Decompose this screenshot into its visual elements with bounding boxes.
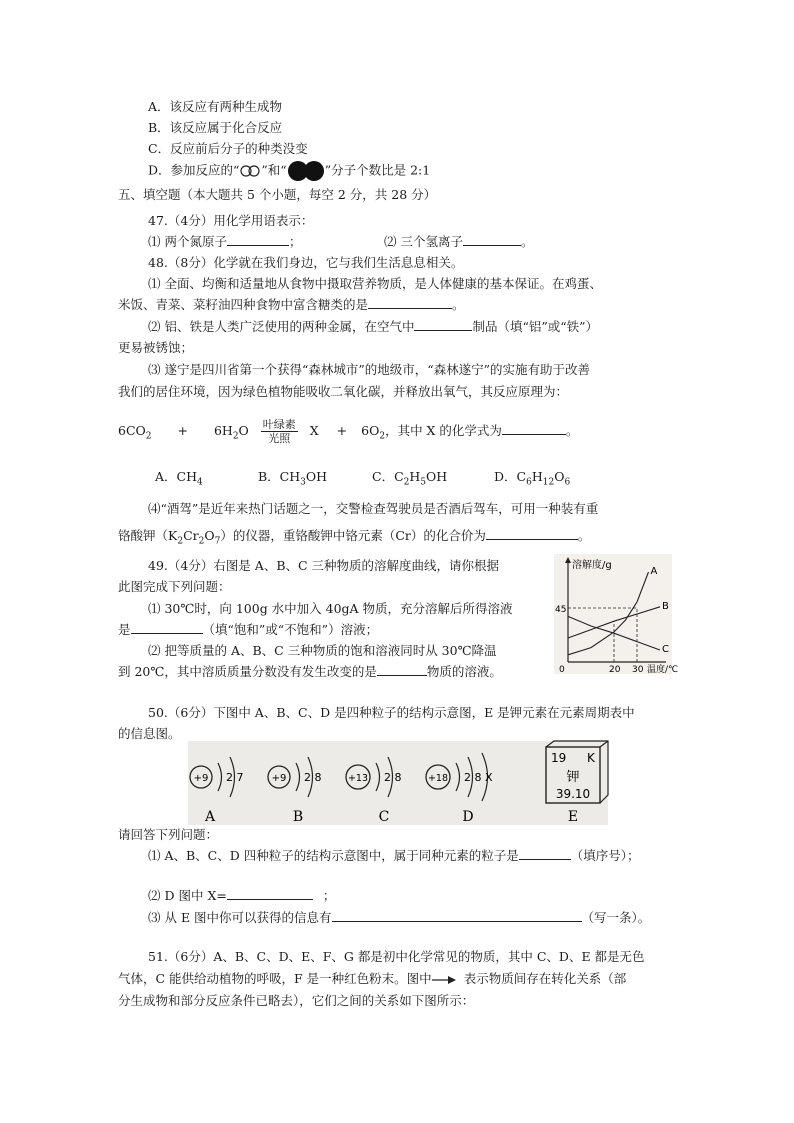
atom-d-label: D	[462, 809, 474, 825]
atom-b-label: B	[292, 809, 304, 825]
q50-p1-text: ⑴ A、B、C、D 四种粒子的结构示意图中，属于同种元素的粒子是	[148, 848, 519, 863]
q48-p4b-text: 铬酸钾（K	[118, 528, 178, 543]
q49-l6b: 物质的溶液。	[426, 664, 502, 679]
element-mass: 39.10	[555, 787, 591, 801]
q50-p1-blank[interactable]	[519, 847, 571, 860]
atom-c-label: C	[378, 809, 390, 825]
y-axis-arrow	[565, 557, 571, 563]
q48-p3a: ⑶ 遂宁是四川省第一个获得“森林城市”的地级市，“森林遂宁”的实施有助于改善	[148, 362, 591, 377]
q51-l2b: 表示物质间存在转化关系（部	[463, 971, 627, 986]
element-label: E	[567, 809, 579, 825]
q51-l2	[118, 970, 626, 988]
tick-label-45: 45	[555, 605, 567, 615]
series-c-label: C	[662, 644, 669, 655]
q48-p2a-text: ⑵ 铝、铁是人类广泛使用的两种金属，在空气中	[148, 319, 415, 334]
q47-p1-blank[interactable]	[227, 233, 289, 246]
q49-l6	[118, 663, 502, 681]
element-number: 19	[551, 751, 567, 765]
eq-cond-bottom: 光照	[268, 432, 291, 445]
q47-p1-text: ⑴ 两个氮原子	[148, 234, 227, 249]
atom-d-shells: 2 8 X	[464, 771, 493, 784]
atom-b-nucleus: +9	[271, 773, 287, 784]
q50-ask: 请回答下列问题：	[118, 827, 219, 842]
eq-condition	[261, 418, 298, 445]
q48-p2b: 更易被锈蚀；	[118, 340, 194, 355]
q49-l4a: 是	[118, 622, 131, 637]
q48-p1b	[118, 296, 465, 314]
tick-label-x-20: 20	[609, 665, 621, 675]
q50-p3-blank[interactable]	[332, 909, 582, 922]
q48-title: 48.（8分）化学就在我们身边，它与我们生活息息相关。	[148, 255, 464, 270]
q50-p2-text: ⑵ D 图中 X=	[148, 888, 227, 903]
choice-a: A．$CH_4$	[155, 469, 203, 488]
option-d	[148, 160, 430, 182]
q48-formula-blank[interactable]	[502, 422, 566, 435]
q48-p1b-end: 。	[452, 297, 465, 312]
particle-structure-figure	[188, 741, 608, 825]
arrow-icon	[432, 975, 458, 985]
q47-p1-end: ；	[288, 234, 302, 249]
x-axis-label: 温度/℃	[647, 665, 679, 675]
q47-p2-blank[interactable]	[463, 233, 521, 246]
option-a: A．该反应有两种生成物	[148, 99, 283, 114]
tick-label-x-30: 30	[632, 665, 644, 675]
choice-b: B．$CH_3OH$	[258, 469, 328, 488]
element-symbol: K	[587, 751, 595, 765]
q48-p1b-text: 米饭、青菜、菜籽油四种食物中富含糖类的是	[118, 297, 369, 312]
q47-title: 47.（4分）用化学用语表示：	[148, 213, 314, 228]
q48-p1a: ⑴ 全面、均衡和适量地从食物中摄取营养物质，是人体健康的基本保证。在鸡蛋、	[148, 276, 602, 291]
choice-c-text: C．C	[372, 469, 404, 484]
eq-h2o: 6H	[213, 423, 233, 438]
element-name: 钾	[566, 770, 580, 785]
q49-l4b: （填“饱和”或“不饱和”）溶液；	[202, 622, 379, 637]
option-b: B．该反应属于化合反应	[148, 120, 283, 135]
eq-cond-top: 叶绿素	[262, 418, 296, 431]
option-c: C．反应前后分子的种类没变	[148, 141, 308, 156]
choice-d: D．$C_6H_{12}O_6$	[494, 469, 571, 488]
q49-l4	[118, 621, 378, 639]
option-d-end: ”分子个数比是 2:1	[324, 162, 431, 178]
q51-l2a: 气体，C 能供给动植物的呼吸，F 是一种红色粉末。图中	[118, 971, 432, 986]
q51-l1: 51.（6分）A、B、C、D、E、F、G 都是初中化学常见的物质，其中 C、D、E 都是无色	[148, 949, 645, 964]
q50-p1	[148, 847, 640, 865]
q50-l2: 的信息图。	[118, 726, 181, 741]
q48-p2a-end: 制品（填“铝”或“铁”）	[472, 319, 599, 334]
eq-x: X	[309, 423, 319, 438]
option-d-mid: ”和“	[261, 162, 287, 178]
atom-c-nucleus: +13	[347, 773, 369, 784]
q47-p2-text: ⑵ 三个氢离子	[384, 234, 463, 249]
q49-l5: ⑵ 把等质量的 A、B、C 三种物质的饱和溶液同时从 30℃降温	[148, 643, 497, 658]
q50-p2-end: ；	[322, 888, 336, 903]
series-a-label: A	[650, 566, 658, 577]
q50-p1-end: （填序号）；	[570, 848, 640, 863]
eq-end: 。	[565, 423, 579, 438]
q48-p1-blank[interactable]	[368, 296, 452, 309]
eq-co2: 6CO	[118, 423, 146, 438]
atom-a-nucleus: +9	[193, 773, 209, 784]
origin-label: 0	[559, 665, 565, 675]
q48-p4b-end: 。	[577, 528, 591, 543]
series-a-line	[568, 572, 649, 655]
eq-plus-2: +	[336, 423, 348, 438]
solubility-curve-chart	[554, 554, 679, 675]
series-b-label: B	[662, 600, 669, 612]
q50-p3-text: ⑶ 从 E 图中你可以获得的信息有	[148, 910, 332, 925]
atom-b-shells: 2 8	[304, 771, 322, 784]
choice-a-text: A．CH	[155, 469, 197, 484]
q49-l6a: 到 20℃，其中溶质质量分数没有发生改变的是	[118, 664, 377, 679]
q48-valence-blank[interactable]	[486, 527, 578, 540]
photosynthesis-equation: $6CO_2 + 6H_2O$ $\frac{\text{叶绿素}}{\text{光照}}$ $X + 6O_2$，其中 X 的化学式为 。	[118, 418, 579, 445]
q49-l3: ⑴ 30℃时，向 100g 水中加入 40gA 物质，充分溶解后所得溶液	[148, 601, 513, 616]
large-dark-molecule-icon	[287, 160, 325, 182]
q47-p2-end: 。	[520, 234, 534, 249]
atom-a-shells: 2 7	[226, 771, 244, 784]
eq-plus-1: +	[177, 423, 188, 438]
section-heading: 五、填空题（本大题共 5 个小题，每空 2 分，共 28 分）	[118, 187, 437, 202]
choice-c: C．$C_2H_5OH$	[372, 469, 448, 488]
option-d-start: D．参加反应的“	[148, 162, 240, 178]
q48-p3b: 我们的居住环境，因为绿色植物能吸收二氧化碳，并释放出氧气，其反应原理为：	[118, 384, 569, 399]
q49-l1: 49.（4分）右图是 A、B、C 三种物质的溶解度曲线，请你根据	[148, 558, 500, 573]
q47-part2	[384, 233, 534, 251]
q48-p4a: ⑷“酒驾”是近年来热门话题之一，交警检查驾驶员是否酒后驾车，可用一种装有重	[148, 501, 599, 516]
atom-c-shells: 2 8	[384, 771, 402, 784]
choice-b-text: B．CH	[258, 469, 301, 484]
q48-p2a	[148, 318, 598, 336]
y-axis-label: 溶解度/g	[572, 560, 612, 571]
q51-l3: 分生成物和部分反应条件已略去），它们之间的关系如下图所示：	[118, 993, 475, 1008]
q48-p4b: 铬酸钾$(K_2Cr_2O_7)$的仪器，重铬酸钾中铬元素（Cr）的化合价为 。	[118, 528, 591, 547]
q50-p3	[148, 909, 650, 927]
choice-d-text: D．C	[494, 469, 527, 484]
small-molecule-icon	[239, 164, 261, 178]
eq-o2: 6O	[361, 423, 380, 438]
q49-saturation-blank[interactable]	[131, 621, 203, 634]
q50-p2	[148, 887, 335, 905]
q47-part1	[148, 233, 302, 251]
q50-p2-blank[interactable]	[227, 887, 313, 900]
q50-p3-end: （写一条）。	[581, 910, 651, 925]
q48-p4b-mid: ）的仪器，重铬酸钾中铬元素（Cr）的化合价为	[220, 528, 486, 543]
atom-a-label: A	[204, 809, 216, 825]
q50-l1: 50.（6分）下图中 A、B、C、D 是四种粒子的结构示意图，E 是钾元素在元素周期表中	[148, 705, 635, 720]
q49-l2: 此图完成下列问题：	[118, 579, 231, 594]
q49-substance-blank[interactable]	[377, 663, 427, 676]
eq-tail: ，其中 X 的化学式为	[385, 423, 502, 438]
q48-p2-blank[interactable]	[414, 318, 472, 331]
atom-d-nucleus: +18	[427, 773, 449, 784]
